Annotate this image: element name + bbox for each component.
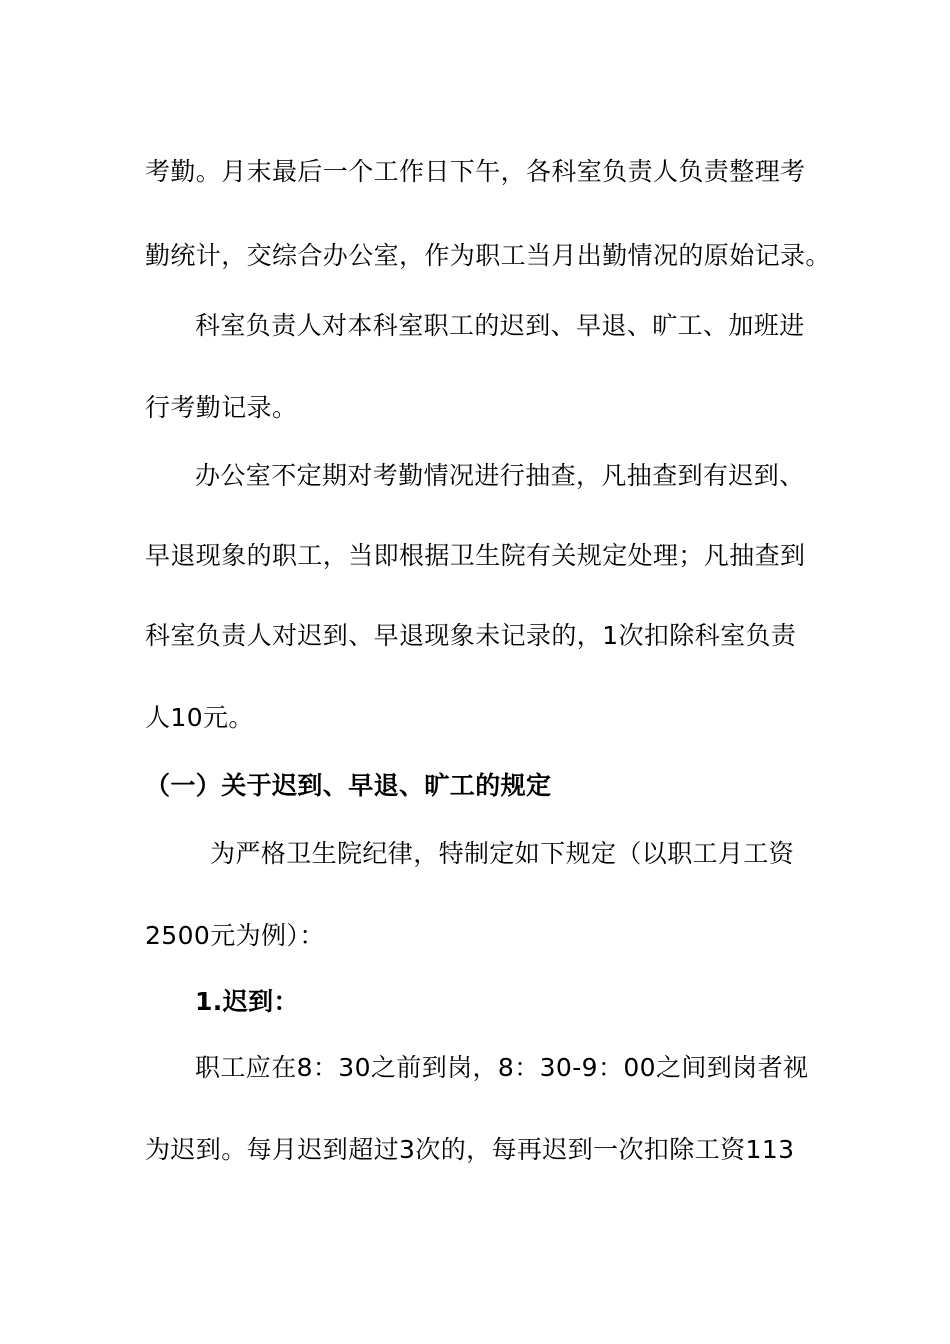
paragraph-line: 早退现象的职工，当即根据卫生院有关规定处理；凡抽查到 bbox=[145, 541, 806, 570]
paragraph-line: 行考勤记录。 bbox=[145, 393, 298, 422]
paragraph-line: 为严格卫生院纪律，特制定如下规定（以职工月工资 bbox=[210, 839, 795, 868]
paragraph-line: 考勤。月末最后一个工作日下午，各科室负责人负责整理考 bbox=[145, 157, 806, 186]
paragraph-line: 人10元。 bbox=[145, 703, 254, 732]
paragraph-line: 为迟到。每月迟到超过3次的，每再迟到一次扣除工资113 bbox=[145, 1135, 795, 1164]
paragraph-line: 科室负责人对本科室职工的迟到、早退、旷工、加班进 bbox=[195, 311, 805, 340]
paragraph-line: 2500元为例）： bbox=[145, 921, 325, 950]
paragraph-line: 科室负责人对迟到、早退现象未记录的，1次扣除科室负责 bbox=[145, 621, 797, 650]
subsection-heading: 1.迟到： bbox=[195, 987, 299, 1016]
paragraph-line: 办公室不定期对考勤情况进行抽查，凡抽查到有迟到、 bbox=[195, 461, 805, 490]
section-heading: （一）关于迟到、早退、旷工的规定 bbox=[145, 771, 552, 800]
paragraph-line: 职工应在8：30之前到岗，8：30-9：00之间到岗者视 bbox=[195, 1053, 809, 1082]
paragraph-line: 勤统计，交综合办公室，作为职工当月出勤情况的原始记录。 bbox=[145, 241, 831, 270]
